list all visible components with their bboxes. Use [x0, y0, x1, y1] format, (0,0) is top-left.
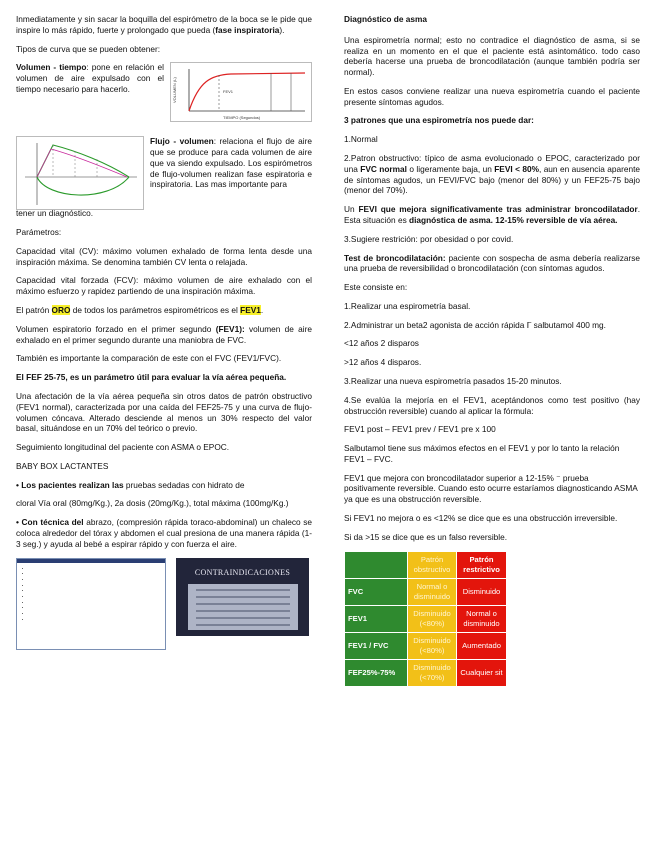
fev1-highlight: FEV1 — [240, 305, 261, 316]
pattern-obstructive: 2.Patron obstructivo: típico de asma evolucionado o EPOC, caracterizado por una FVC normal o ligeramente baja, un FEVI < 80%, aun en ausencia aparente de síntomas agudos, un FEVI/FVC bajo (menor del 80%) y un FEF25-75 bajo (menor del 70%). — [344, 153, 640, 196]
asthma-dx-paragraph1: Una espirometría normal; esto no contradice el diagnóstico de asma, si se realiza en un momento en el que el paciente está asintomático. todo caso debería hacerse una prueba de broncodilatación (aunque también podría ser normal). — [344, 34, 640, 78]
step-1: 1.Realizar una espirometría basal. — [344, 300, 471, 311]
step-2: 2.Administrar un beta2 agonista de acción rápida ᒥ salbutamol 400 mg. — [344, 319, 606, 330]
fcv-paragraph: Capacidad vital forzada (FCV): máximo volumen de aire exhalado con el máximo esfuerzo y rapidez partiendo de una inspiración máxima. — [16, 275, 312, 297]
compare-paragraph: También es importante la comparación de este con el FVC (FEV1/FVC). — [16, 353, 282, 364]
flow-volume-section — [16, 136, 312, 210]
right-column — [344, 14, 640, 687]
parameters-label: Parámetros: — [16, 227, 62, 238]
dose-over-12: >12 años 4 disparos. — [344, 357, 422, 368]
cell-obstructive: Disminuido (<70%) — [408, 659, 457, 686]
step-4: 4.Se evalúa la mejoría en el FEV1, aceptándonos como test positivo (hay obstrucción reversible) cuando al aplicar la fórmula: — [344, 394, 640, 416]
asthma-dx-paragraph2: En estos casos conviene realizar una nueva espirometría cuando el paciente presente síntomas agudos. — [344, 85, 640, 107]
cv-paragraph: Capacidad vital (CV): máximo volumen exhalado de forma lenta desde una inspiración máxima. Se denomina también CV lenta o relajada. — [16, 245, 312, 267]
row-label: FVC — [345, 578, 408, 605]
curve-types-label: Tipos de curva que se pueden obtener: — [16, 43, 161, 54]
table-row — [345, 632, 507, 659]
table-row — [345, 578, 507, 605]
fef-heading: El FEF 25-75, es un parámetro útil para evaluar la vía aérea pequeña. — [16, 372, 287, 383]
svg-text:VOLUMEN (L): VOLUMEN (L) — [172, 77, 177, 104]
cell-restrictive: Cualquier sit — [457, 659, 507, 686]
flow-volume-tail: tener un diagnóstico. — [16, 208, 94, 219]
row-label: FEV1 — [345, 605, 408, 632]
flow-volume-text: Flujo - volumen: relaciona el flujo de aire que se produce para cada volumen de aire que va siendo expulsado. Los espirómetros de flujo-volumen realizan fase espiratoria e inspiratoria. Las mas importante para — [150, 136, 312, 190]
baby-box-line3: • Con técnica del abrazo, (compresión rápida toraco-abdominal) un chaleco se coloca alrededor del tórax y abdomen el cual presiona de una manera rápida (1-3 seg.) y ayuda al bebé a espirar rápido y con fuerza el aire. — [16, 517, 312, 549]
volume-time-section — [16, 62, 312, 122]
dose-under-12: <12 años 2 disparos — [344, 338, 419, 349]
fev1-improvement-note: FEV1 que mejora con broncodilatador superior a 12-15% ⁻ prueba positivamente reversible. Cuando esto ocurre estaríamos diagnosticando ASMA ya que es una obstrucción reversible. — [344, 472, 638, 505]
baby-box-line1: • Los pacientes realizan las pruebas sedadas con hidrato de — [16, 479, 245, 490]
patterns-table — [344, 551, 507, 687]
pattern-normal: 1.Normal — [344, 134, 378, 145]
row-label: FEF25%-75% — [345, 659, 408, 686]
table-header-row — [345, 551, 507, 578]
image-thumbnails — [16, 558, 312, 650]
volume-time-text: Volumen - tiempo: pone en relación el volumen de aire expulsado con el tiempo necesario para hacerlo. — [16, 62, 164, 94]
header-obstructive: Patrón obstructivo — [408, 551, 457, 578]
cell-restrictive: Aumentado — [457, 632, 507, 659]
follow-up-paragraph: Seguimiento longitudinal del paciente con ASMA o EPOC. — [16, 442, 230, 453]
fev1-improvement-paragraph: Un FEVI que mejora significativamente tras administrar broncodilatador. Esta situación es diagnóstica de asma. 12-15% reversible de vía aérea. — [344, 204, 640, 225]
fev1-definition: Volumen espiratorio forzado en el primer segundo (FEV1): volumen de aire exhalado en el primer segundo durante una maniobra de FVC. — [16, 323, 312, 345]
oro-highlight: ORO — [51, 305, 71, 316]
cell-obstructive: Disminuido (<80%) — [408, 605, 457, 632]
irreversible-note: Si FEV1 no mejora o es <12% se dice que es una obstrucción irreversible. — [344, 513, 618, 523]
table-corner — [345, 551, 408, 578]
false-reversible-note: Si da >15 se dice que es un falso reversible. — [344, 531, 508, 542]
row-label: FEV1 / FVC — [345, 632, 408, 659]
indications-slide-thumbnail — [16, 558, 166, 650]
table-row — [345, 605, 507, 632]
svg-text:TIEMPO (Segundos): TIEMPO (Segundos) — [223, 115, 261, 121]
baby-box-line2: cloral Vía oral (80mg/Kg.), 2a dosis (20mg/Kg.), total máxima (100mg/Kg.) — [16, 498, 289, 509]
left-column — [16, 14, 312, 650]
volume-time-chart — [170, 62, 312, 122]
svg-text:FEV1: FEV1 — [223, 89, 234, 95]
patterns-title: 3 patrones que una espirometría nos puede dar: — [344, 115, 534, 126]
table-row — [345, 659, 507, 686]
step-3: 3.Realizar una nueva espirometría pasados 15-20 minutos. — [344, 375, 562, 386]
cell-restrictive: Disminuido — [457, 578, 507, 605]
baby-box-heading: BABY BOX LACTANTES — [16, 460, 109, 471]
contraindications-title: CONTRAINDICACIONES — [194, 567, 291, 577]
asthma-diagnosis-title: Diagnóstico de asma — [344, 14, 427, 24]
header-restrictive: Patrón restrictivo — [457, 551, 507, 578]
oro-paragraph: El patrón ORO de todos los parámetros espirométricos es el FEV1. — [16, 305, 264, 316]
pattern-restrictive: 3.Sugiere restrición: por obesidad o por covid. — [344, 233, 514, 244]
contraindications-slide-thumbnail — [176, 558, 309, 636]
consists-label: Este consiste en: — [344, 282, 408, 293]
cell-obstructive: Normal o disminuido — [408, 578, 457, 605]
bronchodilation-test: Test de broncodilatación: paciente con sospecha de asma debería realizarse una prueba de reversibilidad o broncodilatación (con síntomas agudos. — [344, 252, 640, 274]
formula: FEV1 post – FEV1 prev / FEV1 pre x 100 — [344, 424, 496, 435]
fef-paragraph: Una afectación de la vía aérea pequeña sin otros datos de patrón obstructivo (FEV1 normal), caracterizada por una caída del FEF25-75 y una curva de flujo-volumen cóncava. Alterado desciende al menos un 30% respecto del valor basal, situándose en un 70% del teórico o previo. — [16, 390, 312, 434]
cell-obstructive: Disminuido (<80%) — [408, 632, 457, 659]
cell-restrictive: Normal o disminuido — [457, 605, 507, 632]
salbutamol-note: Salbutamol tiene sus máximos efectos en el FEV1 y por lo tanto la relación FEV1 – FVC. — [344, 443, 620, 464]
intro-paragraph: Inmediatamente y sin sacar la boquilla del espirómetro de la boca se le pide que inspire lo más rápido, fuerte y prolongado que pueda (fase inspiratoria). — [16, 14, 312, 35]
flow-volume-chart — [16, 136, 144, 210]
